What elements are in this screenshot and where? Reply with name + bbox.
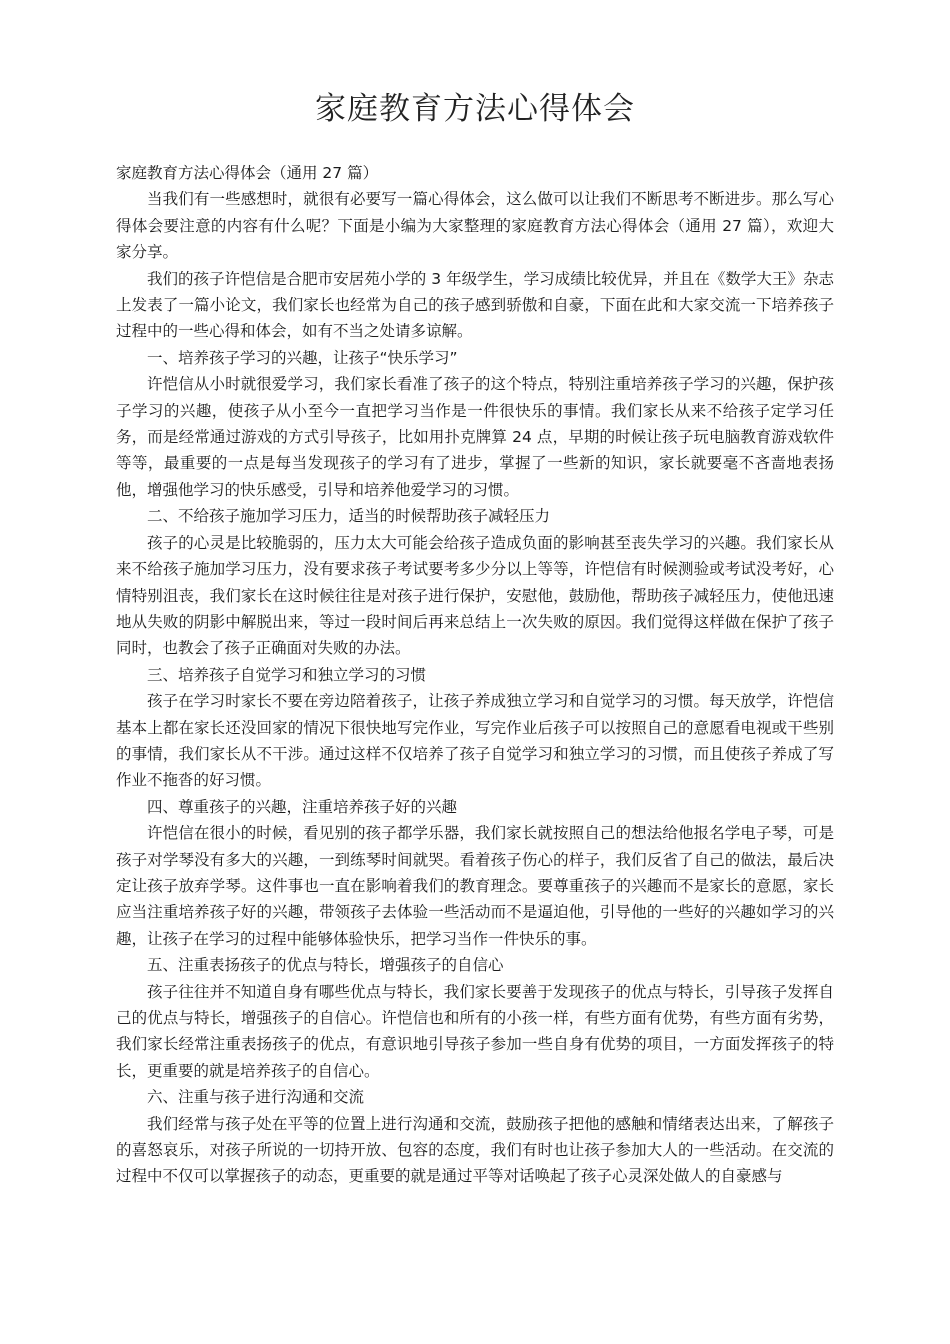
section-heading-5: 五、注重表扬孩子的优点与特长，增强孩子的自信心 [147, 956, 504, 975]
section-paragraph-5: 孩子往往并不知道自身有哪些优点与特长，我们家长要善于发现孩子的优点与特长，引导孩子发挥自己的优点与特长，增强孩子的自信心。许恺信也和所有的小孩一样，有些方面有优势，有些方面有劣势，我们家长经常注重表扬孩子的优点，有意识地引导孩子参加一些自身有优势的项目，一方面发挥孩子的特长，更重要的就是培养孩子的自信心。 [116, 982, 834, 1080]
section-paragraph-3: 孩子在学习时家长不要在旁边陪着孩子，让孩子养成独立学习和自觉学习的习惯。每天放学，许恺信基本上都在家长还没回家的情况下很快地写完作业，写完作业后孩子可以按照自己的意愿看电视或干些别的事情，我们家长从不干涉。通过这样不仅培养了孩子自觉学习和独立学习的习惯，而且使孩子养成了写作业不拖沓的好习惯。 [116, 692, 834, 790]
section-paragraph-4: 许恺信在很小的时候，看见别的孩子都学乐器，我们家长就按照自己的想法给他报名学电子琴，可是孩子对学琴没有多大的兴趣，一到练琴时间就哭。看着孩子伤心的样子，我们反省了自己的做法，最后决定让孩子放弃学琴。这件事也一直在影响着我们的教育理念。要尊重孩子的兴趣而不是家长的意愿，家长应当注重培养孩子好的兴趣，带领孩子去体验一些活动而不是逼迫他，引导他的一些好的兴趣如学习的兴趣，让孩子在学习的过程中能够体验快乐，把学习当作一件快乐的事。 [116, 824, 834, 948]
section-heading-2: 二、不给孩子施加学习压力，适当的时候帮助孩子减轻压力 [147, 507, 551, 526]
section-heading-4: 四、尊重孩子的兴趣，注重培养孩子好的兴趣 [147, 797, 458, 816]
section-paragraph-1: 许恺信从小时就很爱学习，我们家长看准了孩子的这个特点，特别注重培养孩子学习的兴趣，保护孩子学习的兴趣，使孩子从小至今一直把学习当作是一件很快乐的事情。我们家长从来不给孩子定学习任务，而是经常通过游戏的方式引导孩子，比如用扑克牌算 24 点，早期的时候让孩子玩电脑教育游戏软件等等，最重要的一点是每当发现孩子的学习有了进步，掌握了一些新的知识，家长就要毫不吝啬地表扬他，增强他学习的快乐感受，引导和培养他爱学习的习惯。 [116, 375, 834, 499]
background-paragraph: 我们的孩子许恺信是合肥市安居苑小学的 3 年级学生，学习成绩比较优异，并且在《数学大王》杂志上发表了一篇小论文，我们家长也经常为自己的孩子感到骄傲和自豪，下面在此和大家交流一下培养孩子过程中的一些心得和体会，如有不当之处请多谅解。 [116, 269, 834, 341]
document-body [116, 160, 834, 1190]
section-heading-6: 六、注重与孩子进行沟通和交流 [147, 1088, 365, 1107]
section-paragraph-2: 孩子的心灵是比较脆弱的，压力太大可能会给孩子造成负面的影响甚至丧失学习的兴趣。我们家长从来不给孩子施加学习压力，没有要求孩子考试要考多少分以上等等，许恺信有时候测验或考试没考好，心情特别沮丧，我们家长在这时候往往是对孩子进行保护，安慰他，鼓励他，帮助孩子减轻压力，使他迅速地从失败的阴影中解脱出来，等过一段时间后再来总结上一次失败的原因。我们觉得这样做在保护了孩子同时，也教会了孩子正确面对失败的办法。 [116, 533, 834, 658]
section-heading-3: 三、培养孩子自觉学习和独立学习的习惯 [147, 665, 427, 684]
document-subtitle: 家庭教育方法心得体会（通用 27 篇） [116, 164, 379, 182]
section-paragraph-6: 我们经常与孩子处在平等的位置上进行沟通和交流，鼓励孩子把他的感触和情绪表达出来，了解孩子的喜怒哀乐，对孩子所说的一切持开放、包容的态度，我们有时也让孩子参加大人的一些活动。在交流的过程中不仅可以掌握孩子的动态，更重要的就是通过平等对话唤起了孩子心灵深处做人的自豪感与 [116, 1114, 834, 1186]
document-title: 家庭教育方法心得体会 [315, 91, 635, 127]
intro-paragraph: 当我们有一些感想时，就很有必要写一篇心得体会，这么做可以让我们不断思考不断进步。那么写心得体会要注意的内容有什么呢？下面是小编为大家整理的家庭教育方法心得体会（通用 27 篇），欢迎大家分享。 [116, 190, 834, 262]
section-heading-1: 一、培养孩子学习的兴趣，让孩子“快乐学习” [147, 348, 458, 367]
